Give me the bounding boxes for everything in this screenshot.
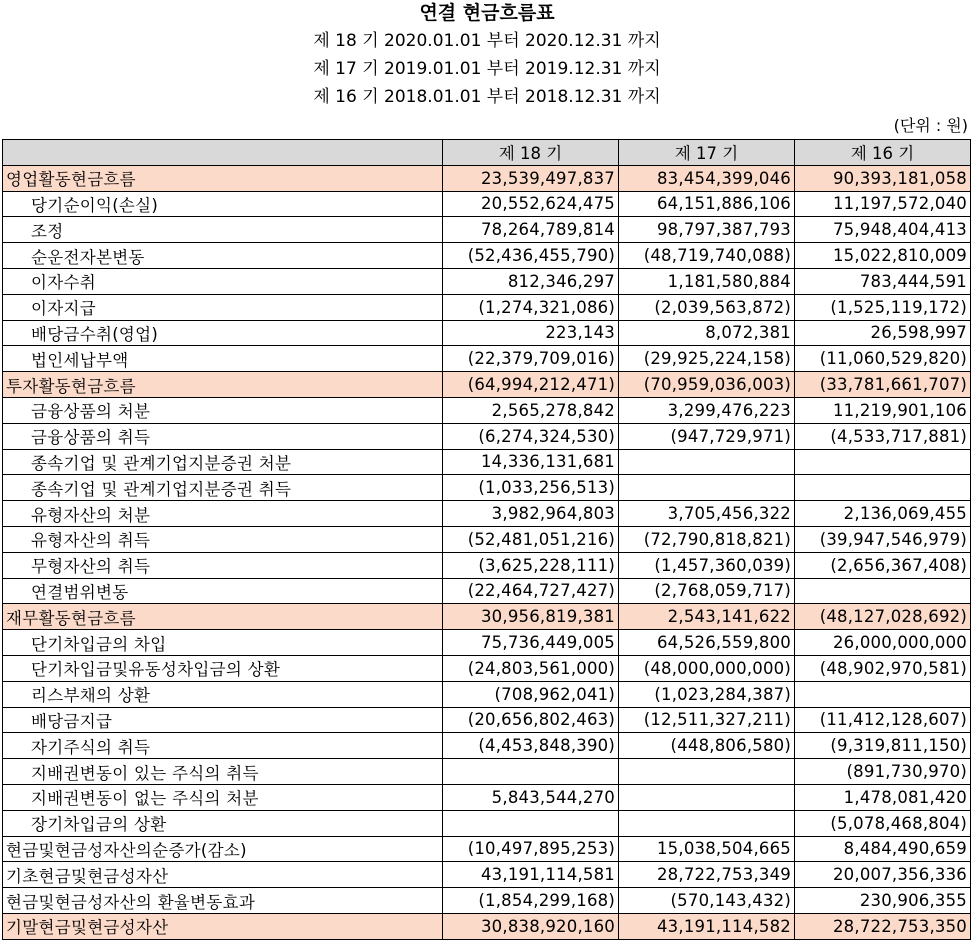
row-value-17: 28,722,753,349	[619, 862, 795, 888]
row-value-16: (4,533,717,881)	[795, 423, 971, 449]
row-value-16: (11,060,529,820)	[795, 346, 971, 372]
table-row	[3, 913, 971, 939]
row-label: 단기차입금의 차입	[3, 630, 443, 656]
row-value-18	[443, 810, 619, 836]
table-row	[3, 888, 971, 914]
table-row	[3, 475, 971, 501]
row-label: 배당금지급	[3, 707, 443, 733]
row-label: 순운전자본변동	[3, 243, 443, 269]
row-label: 기초현금및현금성자산	[3, 862, 443, 888]
period-line-18: 제 18 기 2020.01.01 부터 2020.12.31 까지	[313, 31, 661, 51]
row-label: 지배권변동이 없는 주식의 처분	[3, 784, 443, 810]
row-label: 법인세납부액	[3, 346, 443, 372]
table-row	[3, 630, 971, 656]
row-value-17	[619, 784, 795, 810]
row-label: 조정	[3, 217, 443, 243]
row-value-16	[795, 475, 971, 501]
row-value-18: (52,436,455,790)	[443, 243, 619, 269]
row-label: 이자수취	[3, 268, 443, 294]
column-header-16: 제 16 기	[795, 140, 971, 166]
row-value-16: (1,525,119,172)	[795, 294, 971, 320]
table-row	[3, 217, 971, 243]
table-row	[3, 320, 971, 346]
row-value-17: (1,023,284,387)	[619, 681, 795, 707]
row-value-18: 5,843,544,270	[443, 784, 619, 810]
row-value-18: 3,982,964,803	[443, 501, 619, 527]
row-value-16: 26,000,000,000	[795, 630, 971, 656]
row-value-16: 2,136,069,455	[795, 501, 971, 527]
row-value-17: 15,038,504,665	[619, 836, 795, 862]
row-value-18: (3,625,228,111)	[443, 552, 619, 578]
row-value-16: 90,393,181,058	[795, 165, 971, 191]
row-value-16: 11,219,901,106	[795, 397, 971, 423]
row-value-17: 64,526,559,800	[619, 630, 795, 656]
row-label: 자기주식의 취득	[3, 733, 443, 759]
row-value-18: 20,552,624,475	[443, 191, 619, 217]
row-value-16	[795, 681, 971, 707]
row-value-17: 83,454,399,046	[619, 165, 795, 191]
row-label: 무형자산의 취득	[3, 552, 443, 578]
row-value-16: 28,722,753,350	[795, 913, 971, 939]
table-header-row	[3, 140, 971, 166]
row-value-18: (1,274,321,086)	[443, 294, 619, 320]
row-value-18: (52,481,051,216)	[443, 526, 619, 552]
table-row	[3, 759, 971, 785]
row-label: 영업활동현금흐름	[3, 165, 443, 191]
table-row	[3, 191, 971, 217]
table-row	[3, 655, 971, 681]
row-value-17	[619, 449, 795, 475]
row-value-17: (48,000,000,000)	[619, 655, 795, 681]
row-value-18: (6,274,324,530)	[443, 423, 619, 449]
table-row	[3, 578, 971, 604]
row-label: 단기차입금및유동성차입금의 상환	[3, 655, 443, 681]
row-label: 재무활동현금흐름	[3, 604, 443, 630]
header-blank-cell	[3, 140, 443, 166]
row-value-17: (570,143,432)	[619, 888, 795, 914]
table-row	[3, 810, 971, 836]
row-value-16: (5,078,468,804)	[795, 810, 971, 836]
row-value-16: (48,127,028,692)	[795, 604, 971, 630]
table-row	[3, 423, 971, 449]
row-label: 배당금수취(영업)	[3, 320, 443, 346]
table-row	[3, 268, 971, 294]
row-label: 종속기업 및 관계기업지분증권 처분	[3, 449, 443, 475]
row-value-16: (11,412,128,607)	[795, 707, 971, 733]
row-value-18: 75,736,449,005	[443, 630, 619, 656]
table-row	[3, 681, 971, 707]
period-line-16: 제 16 기 2018.01.01 부터 2018.12.31 까지	[313, 87, 661, 107]
row-value-16: (33,781,661,707)	[795, 372, 971, 398]
row-value-17: 64,151,886,106	[619, 191, 795, 217]
row-value-17	[619, 810, 795, 836]
row-value-16: (891,730,970)	[795, 759, 971, 785]
row-value-16	[795, 578, 971, 604]
row-value-16: 15,022,810,009	[795, 243, 971, 269]
row-label: 당기순이익(손실)	[3, 191, 443, 217]
row-value-17: (29,925,224,158)	[619, 346, 795, 372]
row-value-17	[619, 475, 795, 501]
period-line-17: 제 17 기 2019.01.01 부터 2019.12.31 까지	[313, 59, 661, 79]
row-value-17: (947,729,971)	[619, 423, 795, 449]
row-value-18: 23,539,497,837	[443, 165, 619, 191]
table-row	[3, 346, 971, 372]
row-value-17: (48,719,740,088)	[619, 243, 795, 269]
table-row	[3, 294, 971, 320]
unit-label: (단위 : 원)	[893, 116, 968, 135]
row-value-18: 14,336,131,681	[443, 449, 619, 475]
row-value-18: 30,838,920,160	[443, 913, 619, 939]
row-value-18: 78,264,789,814	[443, 217, 619, 243]
row-label: 금융상품의 처분	[3, 397, 443, 423]
column-header-18: 제 18 기	[443, 140, 619, 166]
row-label: 기말현금및현금성자산	[3, 913, 443, 939]
row-value-16: 230,906,355	[795, 888, 971, 914]
table-row	[3, 784, 971, 810]
row-value-18: (10,497,895,253)	[443, 836, 619, 862]
row-value-18: (1,854,299,168)	[443, 888, 619, 914]
row-value-18: (22,464,727,427)	[443, 578, 619, 604]
row-label: 현금및현금성자산의순증가(감소)	[3, 836, 443, 862]
table-row	[3, 165, 971, 191]
row-value-16: (9,319,811,150)	[795, 733, 971, 759]
row-value-17: 43,191,114,582	[619, 913, 795, 939]
row-value-18: 43,191,114,581	[443, 862, 619, 888]
row-label: 연결범위변동	[3, 578, 443, 604]
row-value-16: 1,478,081,420	[795, 784, 971, 810]
table-body	[3, 165, 971, 939]
statement-title: 연결 현금흐름표	[419, 2, 555, 24]
row-label: 지배권변동이 있는 주식의 취득	[3, 759, 443, 785]
table-row	[3, 733, 971, 759]
row-value-17	[619, 759, 795, 785]
row-value-18: (24,803,561,000)	[443, 655, 619, 681]
row-value-18: (708,962,041)	[443, 681, 619, 707]
row-value-18: (64,994,212,471)	[443, 372, 619, 398]
row-value-17: (2,768,059,717)	[619, 578, 795, 604]
row-label: 리스부채의 상환	[3, 681, 443, 707]
row-value-17: (448,806,580)	[619, 733, 795, 759]
row-value-17: (1,457,360,039)	[619, 552, 795, 578]
row-value-18: (20,656,802,463)	[443, 707, 619, 733]
table-row	[3, 397, 971, 423]
table-row	[3, 526, 971, 552]
row-value-18	[443, 759, 619, 785]
row-value-18: 30,956,819,381	[443, 604, 619, 630]
table-row	[3, 836, 971, 862]
row-value-17: (2,039,563,872)	[619, 294, 795, 320]
table-row	[3, 243, 971, 269]
row-value-17: 8,072,381	[619, 320, 795, 346]
row-label: 투자활동현금흐름	[3, 372, 443, 398]
row-label: 유형자산의 취득	[3, 526, 443, 552]
row-value-17: 98,797,387,793	[619, 217, 795, 243]
table-row	[3, 552, 971, 578]
row-value-16: 26,598,997	[795, 320, 971, 346]
row-value-16: 75,948,404,413	[795, 217, 971, 243]
row-value-16: (2,656,367,408)	[795, 552, 971, 578]
row-value-17: (72,790,818,821)	[619, 526, 795, 552]
row-label: 이자지급	[3, 294, 443, 320]
row-value-18: 223,143	[443, 320, 619, 346]
row-value-18: (22,379,709,016)	[443, 346, 619, 372]
table-row	[3, 604, 971, 630]
row-value-18: (4,453,848,390)	[443, 733, 619, 759]
row-value-16: 8,484,490,659	[795, 836, 971, 862]
row-value-17: 2,543,141,622	[619, 604, 795, 630]
row-value-18: 2,565,278,842	[443, 397, 619, 423]
row-label: 유형자산의 처분	[3, 501, 443, 527]
table-row	[3, 372, 971, 398]
row-label: 장기차입금의 상환	[3, 810, 443, 836]
row-label: 종속기업 및 관계기업지분증권 취득	[3, 475, 443, 501]
row-value-16: 783,444,591	[795, 268, 971, 294]
row-value-17: (12,511,327,211)	[619, 707, 795, 733]
row-value-16: (39,947,546,979)	[795, 526, 971, 552]
row-value-18: (1,033,256,513)	[443, 475, 619, 501]
row-value-16: 20,007,356,336	[795, 862, 971, 888]
table-row	[3, 862, 971, 888]
cash-flow-table	[2, 139, 971, 940]
row-value-18: 812,346,297	[443, 268, 619, 294]
row-label: 금융상품의 취득	[3, 423, 443, 449]
row-label: 현금및현금성자산의 환율변동효과	[3, 888, 443, 914]
row-value-16	[795, 449, 971, 475]
column-header-17: 제 17 기	[619, 140, 795, 166]
table-row	[3, 501, 971, 527]
row-value-17: 3,705,456,322	[619, 501, 795, 527]
table-row	[3, 707, 971, 733]
row-value-17: 3,299,476,223	[619, 397, 795, 423]
row-value-17: (70,959,036,003)	[619, 372, 795, 398]
table-row	[3, 449, 971, 475]
row-value-17: 1,181,580,884	[619, 268, 795, 294]
row-value-16: 11,197,572,040	[795, 191, 971, 217]
row-value-16: (48,902,970,581)	[795, 655, 971, 681]
